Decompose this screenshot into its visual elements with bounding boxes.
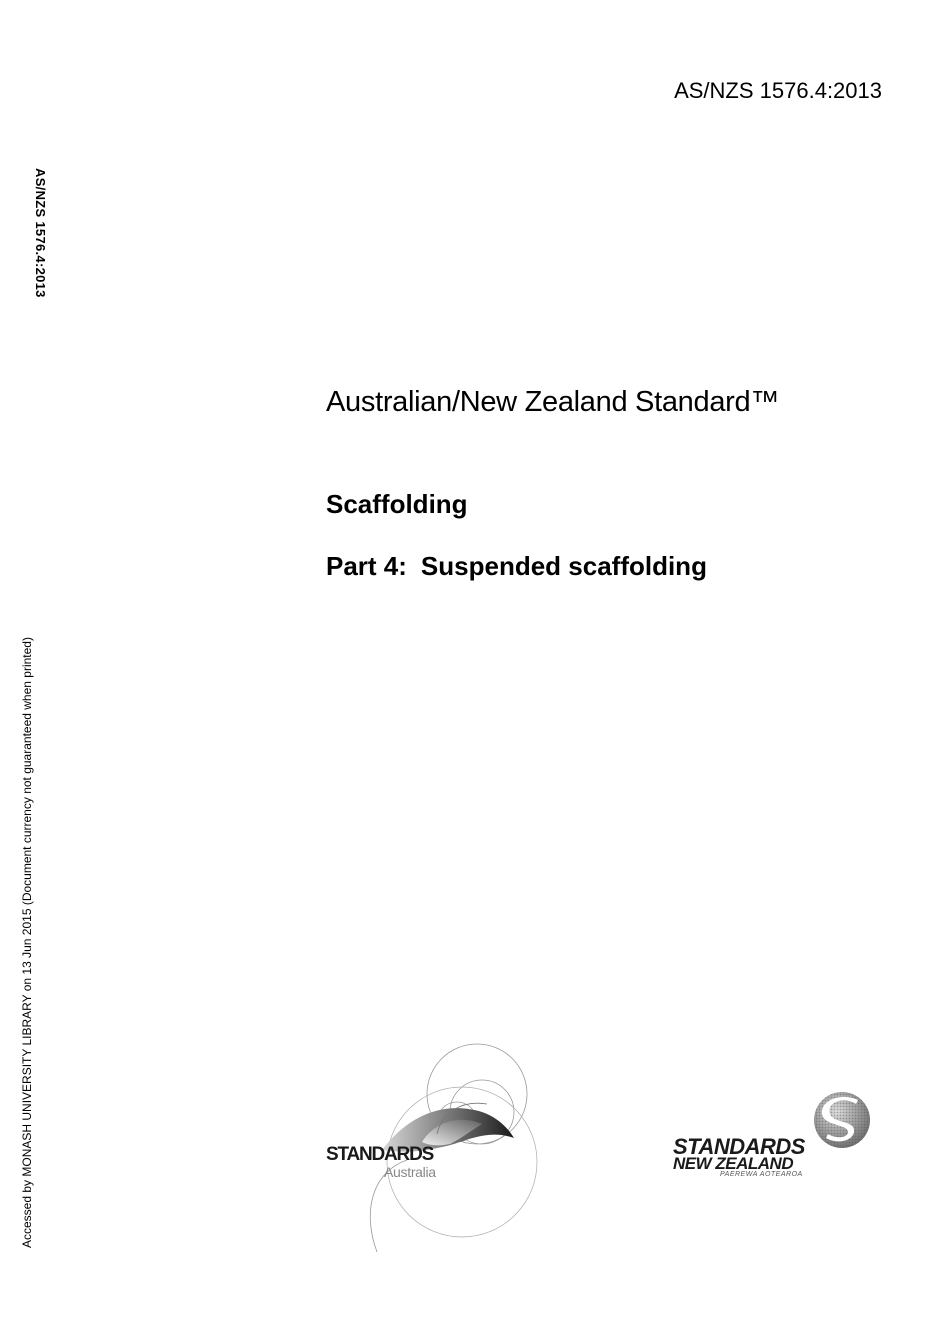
spine-document-number: AS/NZS 1576.4:2013 xyxy=(33,168,48,298)
standards-australia-wordmark: STANDARDS xyxy=(326,1144,434,1165)
document-number: AS/NZS 1576.4:2013 xyxy=(674,78,882,103)
access-note: Accessed by MONASH UNIVERSITY LIBRARY on 13 Jun 2015 (Document currency not guaranteed when printed) xyxy=(20,637,34,1248)
standard-series: Australian/New Zealand Standard™ xyxy=(326,386,780,418)
document-title: Scaffolding xyxy=(326,489,468,519)
standards-new-zealand-logo xyxy=(668,1090,883,1185)
standards-nz-wordmark-2: NEW ZEALAND xyxy=(673,1154,794,1173)
standards-nz-subword: PAEREWA AOTEAROA xyxy=(720,1171,803,1178)
standards-nz-wordmark-1: STANDARDS xyxy=(673,1134,805,1159)
part-label: Part 4: xyxy=(326,551,407,581)
document-part-title xyxy=(326,551,707,582)
part-title: Suspended scaffolding xyxy=(420,551,707,581)
standards-australia-logo xyxy=(322,1042,542,1257)
standards-australia-subword: Australia xyxy=(384,1164,436,1180)
